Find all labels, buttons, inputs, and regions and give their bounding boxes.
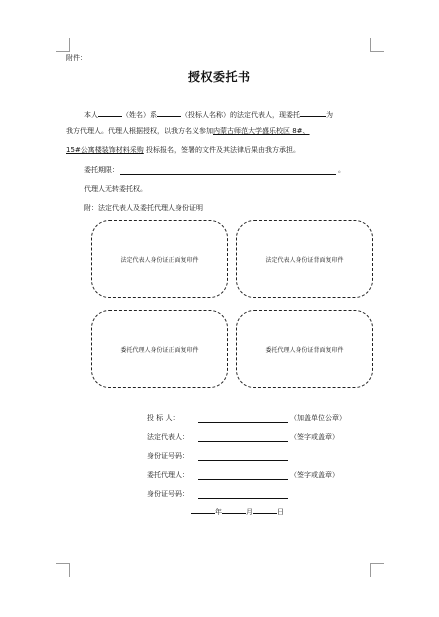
bidder-label: 投 标 人： [147,414,180,422]
agent-id-label: 身份证号码： [147,490,189,498]
crop-mark-bottom-left [56,563,70,577]
crop-mark-top-right [370,38,384,52]
bidder-signature-line [198,422,288,423]
day-blank [253,505,277,514]
paragraph-line-1: 本人 （姓名）系 （投标人名称）的法定代表人，现委托 为 [84,108,333,120]
bidder-name-blank [157,108,181,117]
name-blank [98,108,122,117]
agent-name-blank [300,108,326,117]
project-name-part-2: 15#公寓楼装饰材料采购 [66,146,144,154]
month-blank [222,505,246,514]
no-subdelegation-note: 代理人无转委托权。 [84,185,147,193]
crop-mark-top-left [56,38,70,52]
document-title: 授权委托书 [188,70,251,84]
attachment-note: 附：法定代表人及委托代理人身份证明 [84,204,203,212]
agent-id-front-box: 委托代理人身份证正面复印件 [91,310,228,388]
date-line: 年 月 日 [191,505,284,517]
term-blank [120,174,336,175]
agent-id-line [198,498,288,499]
legal-rep-id-back-box: 法定代表人身份证背面复印件 [236,220,373,298]
legal-rep-id-line [198,460,288,461]
legal-rep-label: 法定代表人： [147,433,189,441]
crop-mark-bottom-right [370,563,384,577]
legal-rep-note: （签字或盖章） [290,433,339,441]
legal-rep-id-front-box: 法定代表人身份证正面复印件 [91,220,228,298]
agent-signature-line [198,479,288,480]
paragraph-line-3: 15#公寓楼装饰材料采购 投标报名，签署的文件及其法律后果由我方承担。 [66,146,301,154]
term-label: 委托期限： [84,166,119,174]
term-end: 。 [338,166,345,174]
attachment-label: 附件： [66,54,87,62]
agent-label: 委托代理人： [147,471,189,479]
legal-rep-id-label: 身份证号码： [147,452,189,460]
legal-rep-signature-line [198,441,288,442]
bidder-note: （加盖单位公章） [290,414,346,422]
project-name-part-1: 内蒙古师范大学盛乐校区 8#、 [213,127,310,135]
agent-id-back-box: 委托代理人身份证背面复印件 [236,310,373,388]
paragraph-line-2: 我方代理人。代理人根据授权，以我方名义参加内蒙古师范大学盛乐校区 8#、 [66,127,310,135]
agent-note: （签字或盖章） [290,471,339,479]
year-blank [191,505,215,514]
